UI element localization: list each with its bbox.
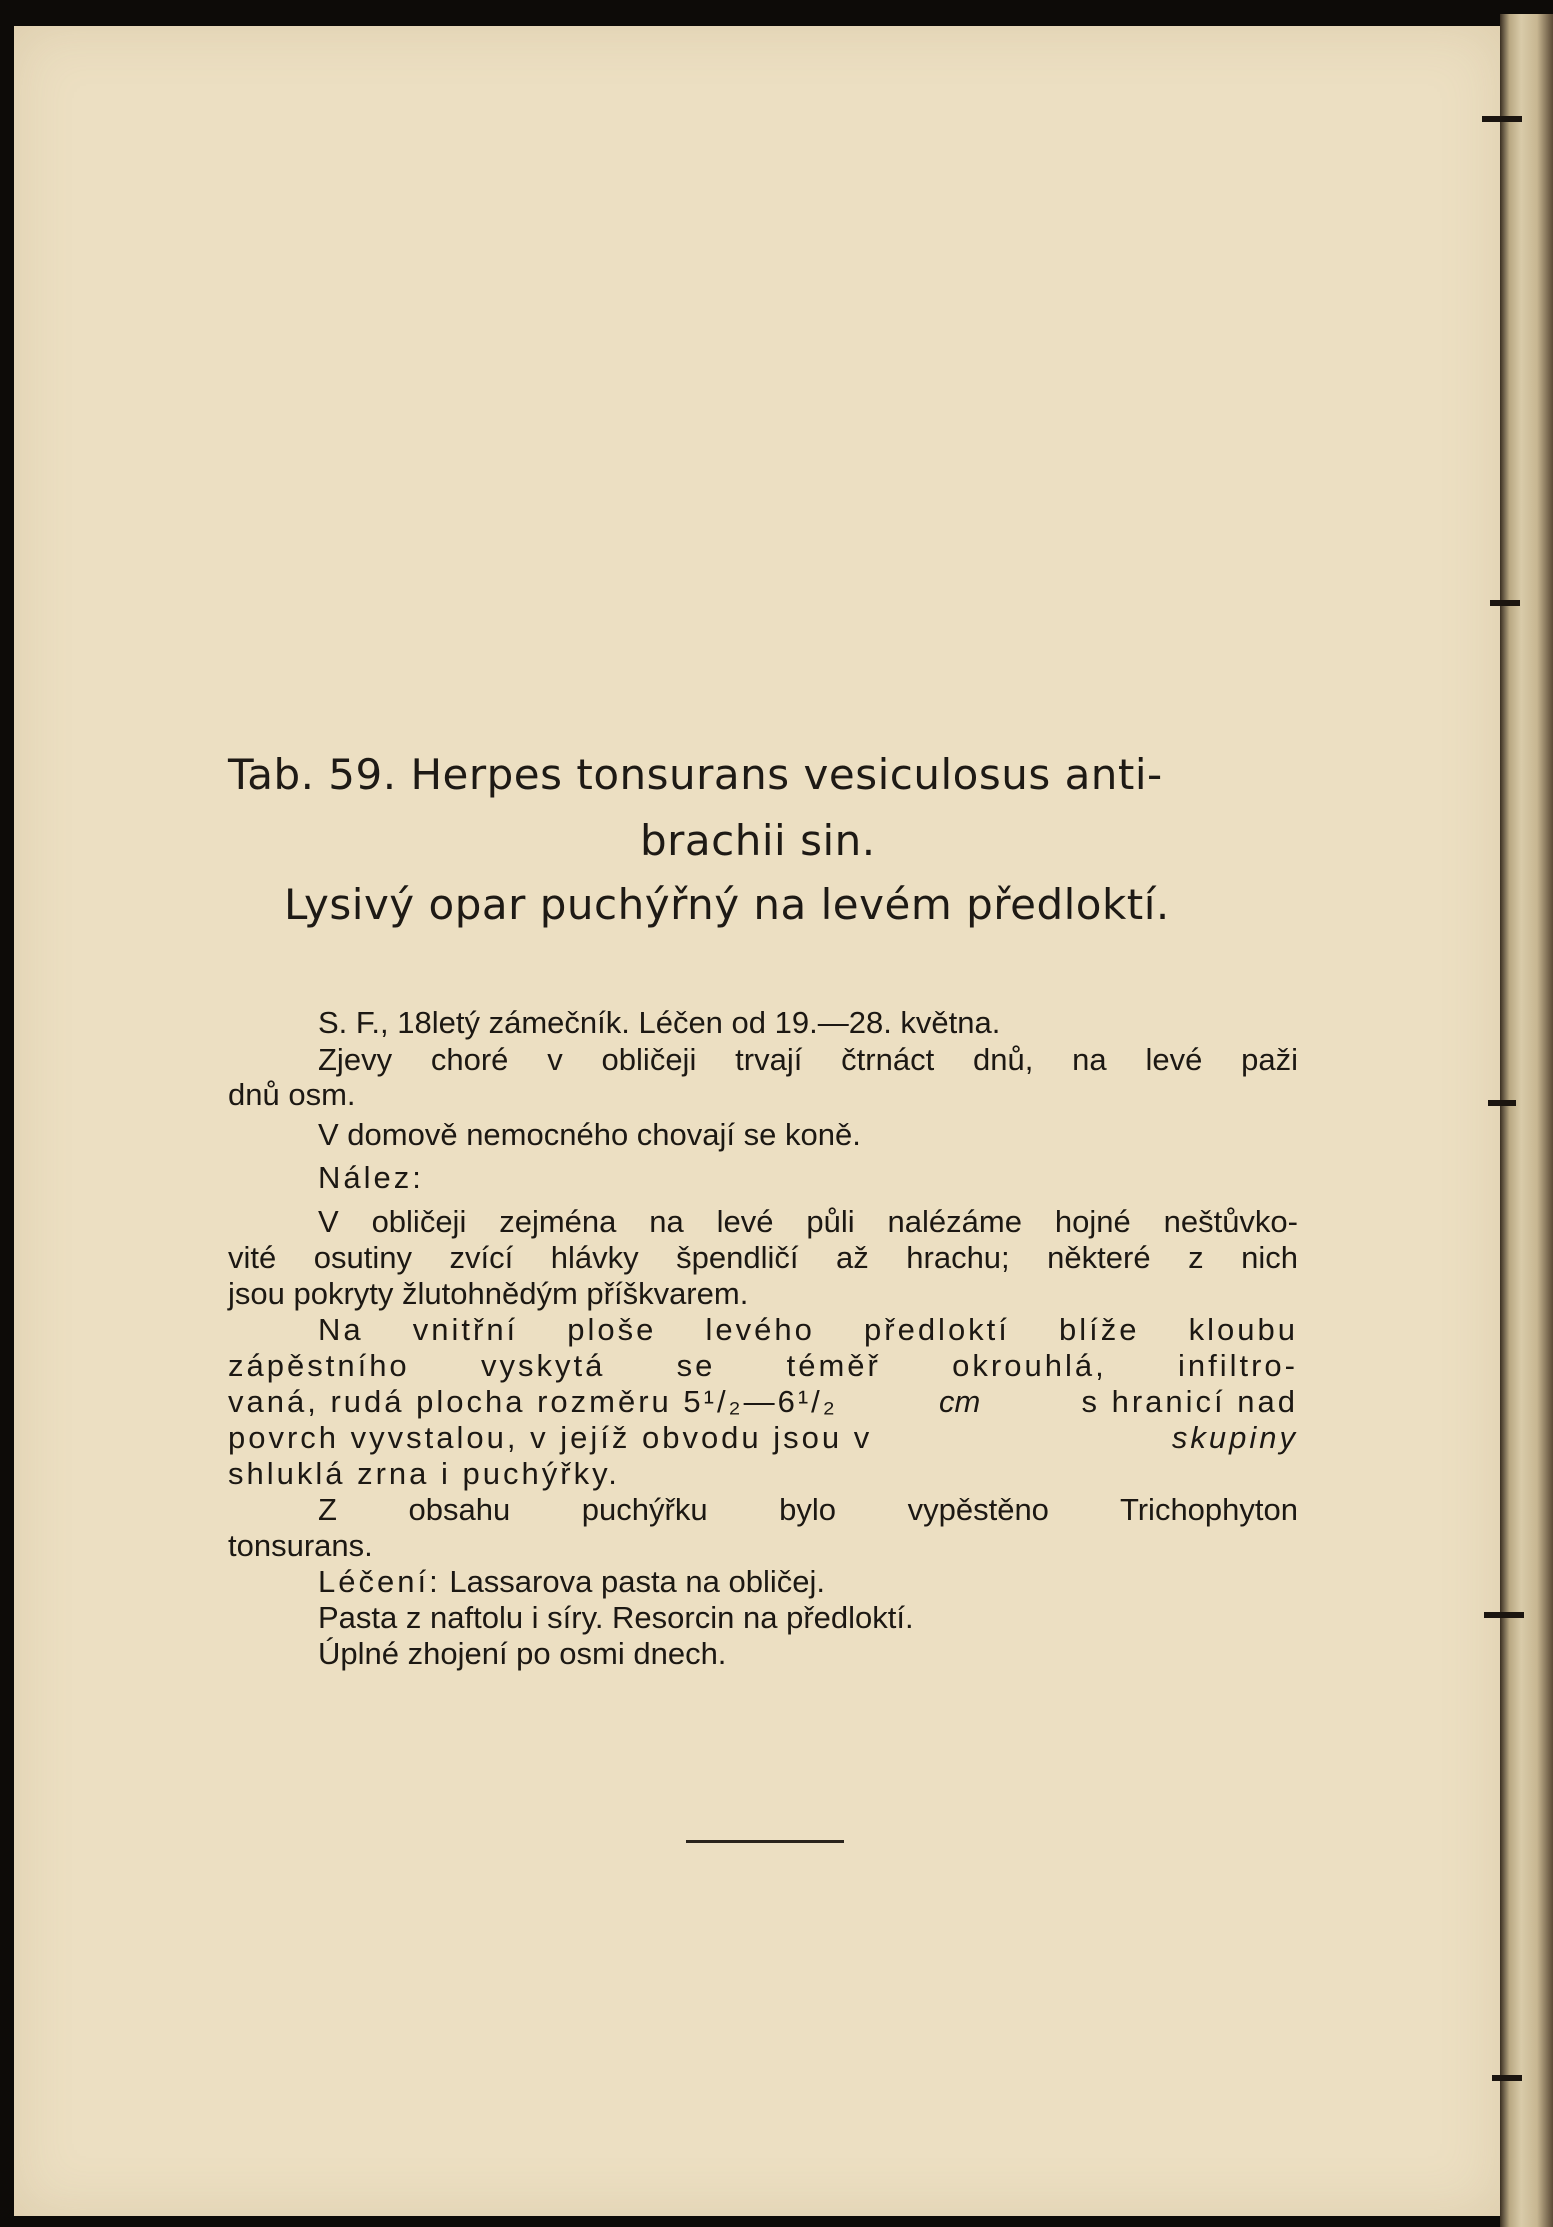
finding-line: shluklá zrna i puchýřky. [228, 1456, 620, 1491]
finding-line-groups [228, 1420, 1298, 1456]
finding-groups-italic: skupiny [1171, 1420, 1298, 1455]
treatment-line: Pasta z naftolu i síry. Resorcin na předloktí. [318, 1600, 914, 1635]
finding-label: Nález: [318, 1160, 424, 1195]
finding-line: vité osutiny zvící hlávky špendličí až hrachu; některé z nich [228, 1240, 1298, 1275]
finding-measure-unit: cm [938, 1384, 981, 1419]
edge-mark [1490, 600, 1520, 606]
finding-line: tonsurans. [228, 1528, 373, 1563]
finding-line: jsou pokryty žlutohnědým příškvarem. [228, 1276, 749, 1311]
case-line: V domově nemocného chovají se koně. [318, 1117, 861, 1152]
treatment-label: Léčení: [318, 1564, 441, 1599]
end-rule [686, 1840, 844, 1843]
finding-measure-text: vaná, rudá plocha rozměru 5¹/₂—6¹/₂ [228, 1384, 838, 1419]
edge-mark [1488, 1100, 1516, 1106]
page-edge [1500, 14, 1553, 2227]
plate-title-line-3: Lysivý opar puchýřný na levém předloktí. [284, 880, 1170, 929]
treatment-text: Lassarova pasta na obličej. [449, 1564, 826, 1599]
finding-line-measure [228, 1384, 1298, 1420]
treatment-line: Úplné zhojení po osmi dnech. [318, 1636, 727, 1671]
case-line: S. F., 18letý zámečník. Léčen od 19.—28. května. [318, 1005, 1001, 1040]
finding-line: Z obsahu puchýřku bylo vypěstěno Trichophyton [318, 1492, 1298, 1527]
edge-mark [1492, 2075, 1522, 2081]
plate-title-line-2: brachii sin. [640, 816, 876, 865]
case-line: Zjevy choré v obličeji trvají čtrnáct dnů, na levé paži [318, 1042, 1298, 1077]
case-line: dnů osm. [228, 1077, 356, 1112]
finding-line: zápěstního vyskytá se téměř okrouhlá, infiltro- [228, 1348, 1298, 1383]
plate-title-line-1: Tab. 59. Herpes tonsurans vesiculosus anti- [228, 750, 1163, 799]
edge-mark [1482, 116, 1522, 122]
finding-measure-tail: s hranicí nad [1081, 1384, 1298, 1419]
finding-line: Na vnitřní ploše levého předloktí blíže kloubu [318, 1312, 1298, 1347]
treatment-line [318, 1564, 825, 1600]
finding-line: V obličeji zejména na levé půli nalézáme hojné neštůvko- [318, 1204, 1298, 1239]
edge-mark [1484, 1612, 1524, 1618]
finding-groups-text: povrch vyvstalou, v jejíž obvodu jsou v [228, 1420, 873, 1455]
